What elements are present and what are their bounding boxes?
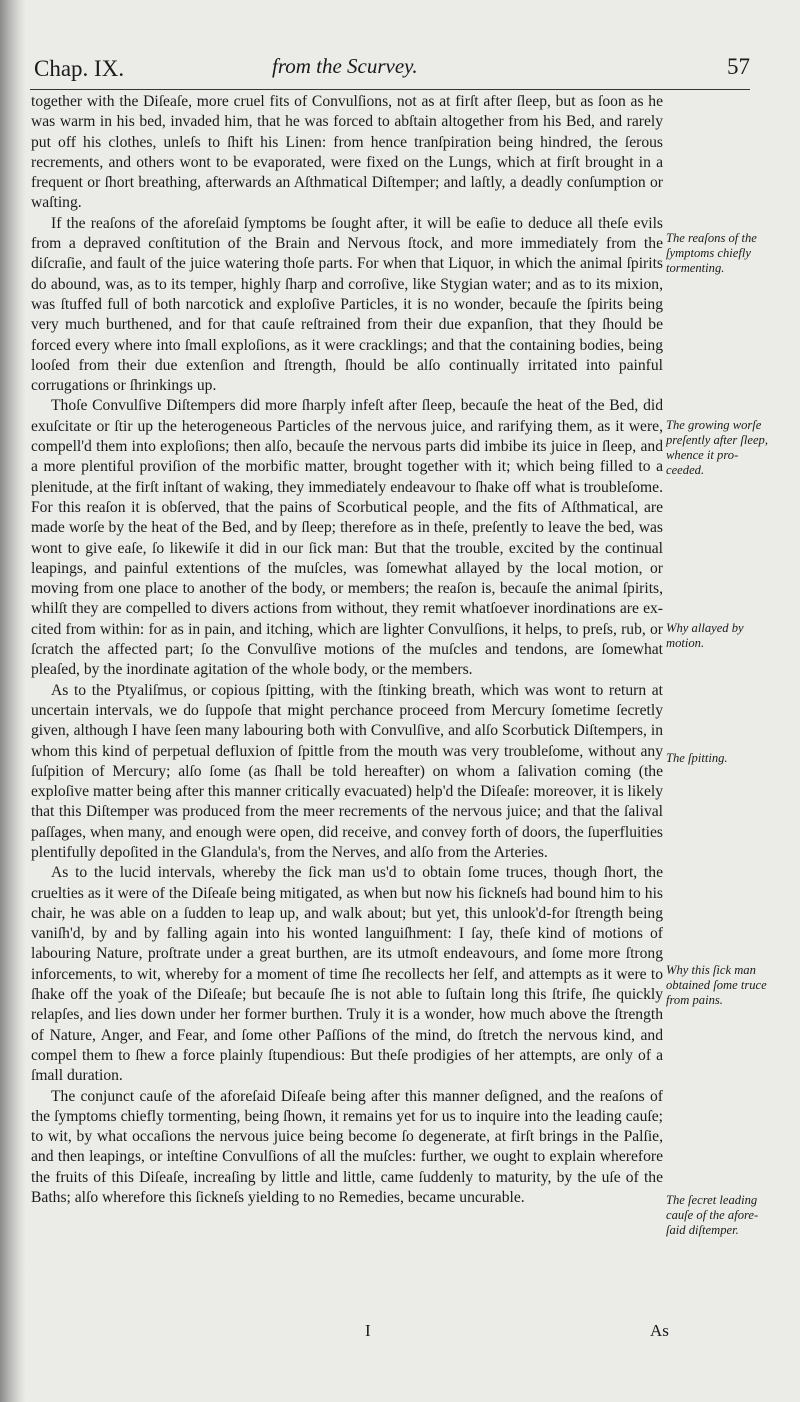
page-footer	[0, 1321, 800, 1345]
running-header	[34, 52, 750, 88]
sidenote-truce: Why this ſick man obtained ſome truce from pains.	[666, 963, 767, 1007]
signature-mark: I	[365, 1321, 371, 1340]
paragraph-ptyalismus: As to the Ptyaliſmus, or copious ſpitting, with the ſtinking breath, which was wont to return at uncertain intervals, we do ſuppoſe that might perchance proceed from Mercury ſometime ſecretly given, although I have ſeen many labouring both with Convulſive, and alſo Scorbutick Diſtempers, in whom this kind of perpetual defluxion of ſpittle from the mouth was very troubleſome, without any ſuſpition of Mercury; alſo ſome (as ſhall be told hereafter) on whom a ſalivation coming (the exploſive matter being after this manner critically evacuated) help'd the Diſeaſe: moreover, it is likely that this Diſtemper was produced from the meer recrements of the nervous juice; and that the ſalival paſſages, when many, and enough were open, did receive, and convey forth of doors, the ſuperfluities plentifully depoſited in the Glandula's, from the Nerves, and alſo from the Arteries.	[31, 681, 663, 861]
main-text	[31, 92, 663, 1208]
catchword: As	[650, 1321, 669, 1340]
sidenote-allayed: Why allayed by motion.	[666, 621, 744, 650]
sidenote-spitting: The ſpitting.	[666, 751, 728, 765]
paragraph-continuation: together with the Diſeaſe, more cruel fits of Convulſions, not as at firſt after ſleep, but as ſoon as he was warm in his bed, invaded him, that he was forced to abſtain altogether from his Bed, and rarely put off his clothes, unleſs to ſhift his Linen: from hence tranſpiration being hindred, the ſerous recrements, and others wont to be evaporated, were fixed on the Lungs, which at firſt brought in a frequent or ſhort breathing, afterwards an Aſthmatical Diſtemper; and laſtly, a deadly conſumption or waſting.	[31, 93, 663, 212]
paragraph-lucid-intervals: As to the lucid intervals, whereby the ſick man us'd to obtain ſome truces, though ſhort, the cruelties as it were of the Diſeaſe being mitigated, as when but now his ſickneſs had bound him to his chair, he was able on a ſudden to leap up, and walk about; but yet, this unlook'd-for ſtrength being vaniſh'd, by and by falling again into his wonted languiſhment: I ſay, theſe kind of motions of labouring Nature, proſtrate under a great burthen, are its utmoſt endeavours, and ſome more ſtrong inforcements, to wit, whereby for a moment of time ſhe recollects her ſelf, and attempts as it were to ſhake off the yoak of the Diſeaſe; but becauſe ſhe is not able to ſuſtain long this ſtrife, ſhe quickly relapſes, and lies down under her former burthen. Truly it is a wonder, how much above the ſtrength of Nature, Anger, and Fear, and ſome other Paſſions of the mind, do ſtretch the nervous kind, and compel them to ſhew a force plainly ſtupendious: But theſe prodigies of her attempts, are only of a ſmall duration.	[31, 864, 663, 1085]
sidenote-secret-cause: The ſecret leading cauſe of the aforeſaid diſtemper.	[666, 1193, 759, 1237]
sidenote-growing-worse: The growing worſe preſently after ſleep, whence it proceeded.	[666, 418, 768, 477]
header-rule	[30, 89, 750, 90]
page-number: 57	[727, 54, 750, 79]
paragraph-reasons: If the reaſons of the aforeſaid ſymptoms be ſought after, it will be eaſie to deduce all theſe evils from a depraved conſtitution of the Brain and Nervous ſtock, and more immediately from the diſcraſie, and fault of the juice watering thoſe parts. For when that Liquor, in which the animal ſpirits do abound, was, as to its temper, highly ſharp and corroſive, like Stygian water; and as to its mixion, was ſtuffed full of both narcotick and exploſive Particles, it is no wonder, becauſe the ſpirits being very much burthened, and for that cauſe reſtrained from their due expanſion, that they ſhould be forced every where into ſmall exploſions, as it were cracklings; and that the containing bodies, being looſed from their due extenſion and ſtrength, ſhould be alſo continually irritated into painful corrugations or ſhrinkings up.	[31, 214, 663, 395]
chapter-label: Chap. IX.	[34, 56, 125, 81]
sidenote-reasons: The reaſons of the ſymptoms chiefly tormenting.	[666, 231, 757, 275]
paragraph-conjunct-cause: The conjunct cauſe of the aforeſaid Diſeaſe being after this manner deſigned, and the reaſons of the ſymptoms chiefly tormenting, being ſhown, it remains yet for us to inquire into the leading cauſe; to wit, by what occaſions the nervous juice being become ſo degenerate, at firſt brings in the Palſie, and then leapings, or inteſtine Convulſions of all the muſcles: further, we ought to explain wherefore the fruits of this Diſeaſe, increaſing by little and little, came ſuddenly to maturity, by the uſe of the Baths; alſo wherefore this ſickneſs yielding to no Remedies, became uncurable.	[31, 1087, 663, 1207]
page-gutter-shadow	[0, 0, 26, 1402]
paragraph-convulsive-distempers: Thoſe Convulſive Diſtempers did more ſharply infeſt after ſleep, becauſe the heat of the Bed, did exuſcitate or ſtir up the heterogeneous Particles of the nervous juice, and rarifying them, as it were, compell'd them into exploſions; then alſo, becauſe the nervous parts did imbibe its juice in ſleep, and a more plentiful proviſion of the morbific matter, brought together with it; which being filled to a plenitude, at the firſt inſtant of waking, they immediately endeavour to ſhake off what is troubleſome. For this reaſon it is obſerved, that the pains of Scorbutical people, and the fits of Aſthmatical, are made worſe by the heat of the Bed, and by ſleep; therefore as in theſe, preſently to leave the bed, was wont to give eaſe, ſo likewiſe it did in our ſick man: But that the trouble, excited by the continual leapings, and painful extentions of the muſcles, was ſomewhat allayed by the local motion, or moving from one place to another of the body, or members; the reaſon is, becauſe the animal ſpirits, whilſt they are compelled to divers actions from without, they remit whatſoever inordinations are excited from within: for as in pain, and itching, which are lighter Convulſions, it helps, to preſs, rub, or ſcratch the affected part; ſo the Convulſive motions of the muſcles and tendons, are ſomewhat pleaſed, by the inordinate agitation of the whole body, or the members.	[31, 397, 663, 679]
running-title: from the Scurvey.	[272, 54, 418, 78]
